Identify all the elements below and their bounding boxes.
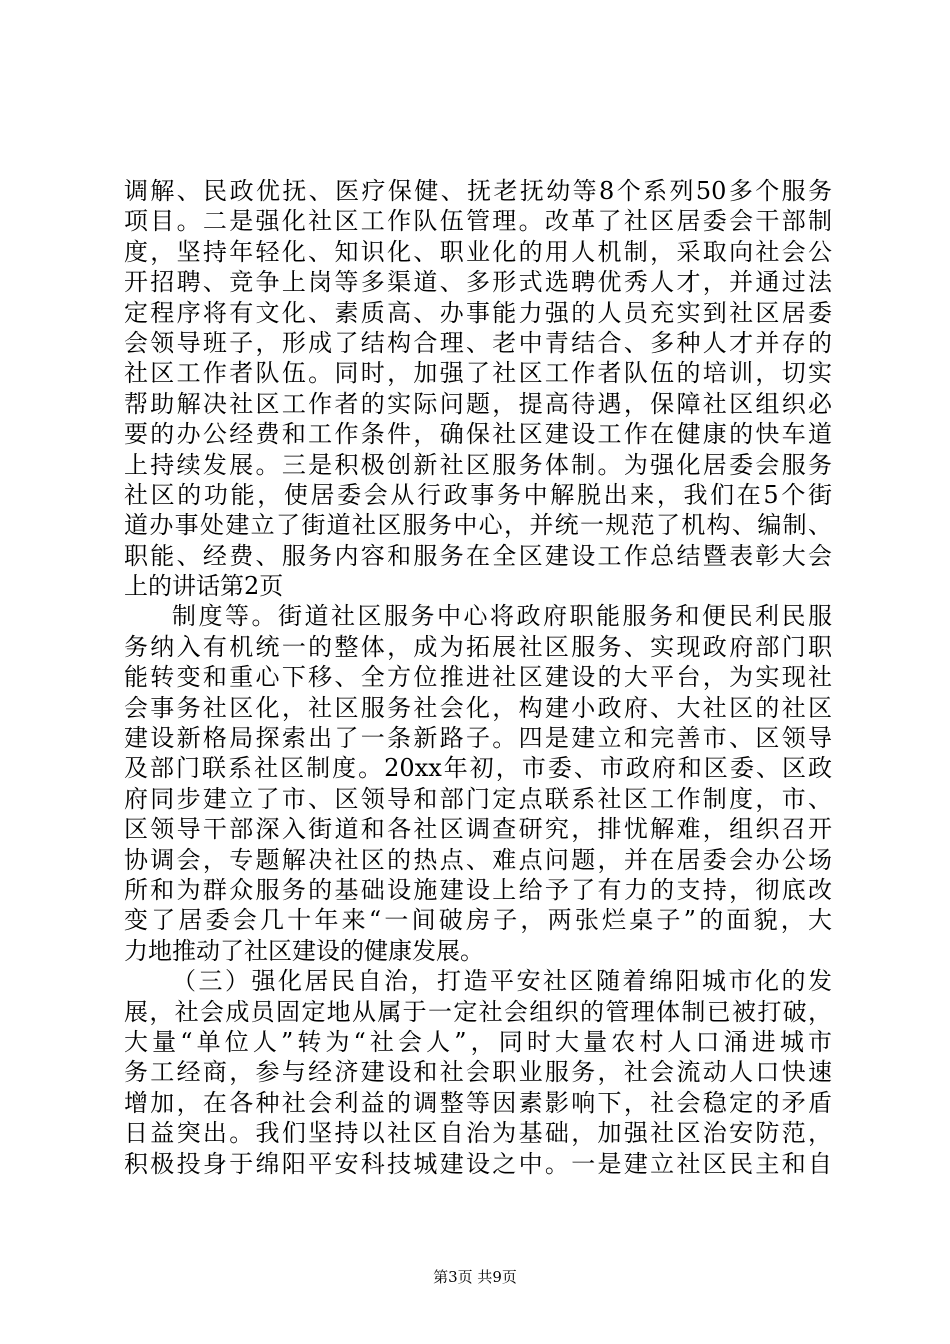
text-line: 协调会，专题解决社区的热点、难点问题，并在居委会办公场 xyxy=(124,845,832,874)
paragraph-start-line: 制度等。街道社区服务中心将政府职能服务和便民利民服 xyxy=(172,602,832,631)
text-line: 力地推动了社区建设的健康发展。 xyxy=(124,936,484,965)
paragraph-start-line: （三）强化居民自治，打造平安社区随着绵阳城市化的发 xyxy=(172,967,832,996)
text-line: 增加，在各种社会利益的调整等因素影响下，社会稳定的矛盾 xyxy=(124,1088,832,1117)
text-line: 社区的功能，使居委会从行政事务中解脱出来，我们在5个街 xyxy=(124,480,832,509)
text-line: 府同步建立了市、区领导和部门定点联系社区工作制度，市、 xyxy=(124,784,832,813)
text-line: 建设新格局探索出了一条新路子。四是建立和完善市、区领导 xyxy=(124,724,832,753)
text-line: 能转变和重心下移、全方位推进社区建设的大平台，为实现社 xyxy=(124,663,832,692)
text-line: 社区工作者队伍。同时，加强了社区工作者队伍的培训，切实 xyxy=(124,359,832,388)
text-line: 展，社会成员固定地从属于一定社会组织的管理体制已被打破， xyxy=(124,997,832,1026)
text-line: 务纳入有机统一的整体，成为拓展社区服务、实现政府部门职 xyxy=(124,632,832,661)
text-line: 调解、民政优抚、医疗保健、抚老抚幼等8个系列50多个服务 xyxy=(124,177,832,205)
text-line: 会事务社区化，社区服务社会化，构建小政府、大社区的社区 xyxy=(124,693,832,722)
text-line: 及部门联系社区制度。20xx年初，市委、市政府和区委、区政 xyxy=(124,754,832,783)
text-line: 务工经商，参与经济建设和社会职业服务，社会流动人口快速 xyxy=(124,1058,832,1087)
text-line: 积极投身于绵阳平安科技城建设之中。一是建立社区民主和自 xyxy=(124,1149,832,1178)
text-line: 上持续发展。三是积极创新社区服务体制。为强化居委会服务 xyxy=(124,450,832,479)
body-text xyxy=(124,176,832,1179)
text-line: 会领导班子，形成了结构合理、老中青结合、多种人才并存的 xyxy=(124,328,832,357)
text-line: 项目。二是强化社区工作队伍管理。改革了社区居委会干部制 xyxy=(124,207,832,236)
text-line: 上的讲话第2页 xyxy=(124,572,284,601)
text-line: 日益突出。我们坚持以社区自治为基础，加强社区治安防范， xyxy=(124,1119,832,1148)
text-line: 职能、经费、服务内容和服务在全区建设工作总结暨表彰大会 xyxy=(124,541,832,570)
text-line: 变了居委会几十年来“一间破房子，两张烂桌子”的面貌，大 xyxy=(124,906,832,935)
text-line: 定程序将有文化、素质高、办事能力强的人员充实到社区居委 xyxy=(124,298,832,327)
text-line: 要的办公经费和工作条件，确保社区建设工作在健康的快车道 xyxy=(124,420,832,449)
page-footer xyxy=(0,1267,950,1287)
text-line: 大量“单位人”转为“社会人”，同时大量农村人口涌进城市 xyxy=(124,1027,832,1056)
text-line: 开招聘、竞争上岗等多渠道、多形式选聘优秀人才，并通过法 xyxy=(124,268,832,297)
text-line: 区领导干部深入街道和各社区调查研究，排忧解难，组织召开 xyxy=(124,815,832,844)
text-line: 道办事处建立了街道社区服务中心，并统一规范了机构、编制、 xyxy=(124,511,832,540)
text-line: 帮助解决社区工作者的实际问题，提高待遇，保障社区组织必 xyxy=(124,389,832,418)
page-number-label: 第3页 共9页 xyxy=(433,1268,517,1286)
text-line: 度，坚持年轻化、知识化、职业化的用人机制，采取向社会公 xyxy=(124,237,832,266)
text-line: 所和为群众服务的基础设施建设上给予了有力的支持，彻底改 xyxy=(124,875,832,904)
